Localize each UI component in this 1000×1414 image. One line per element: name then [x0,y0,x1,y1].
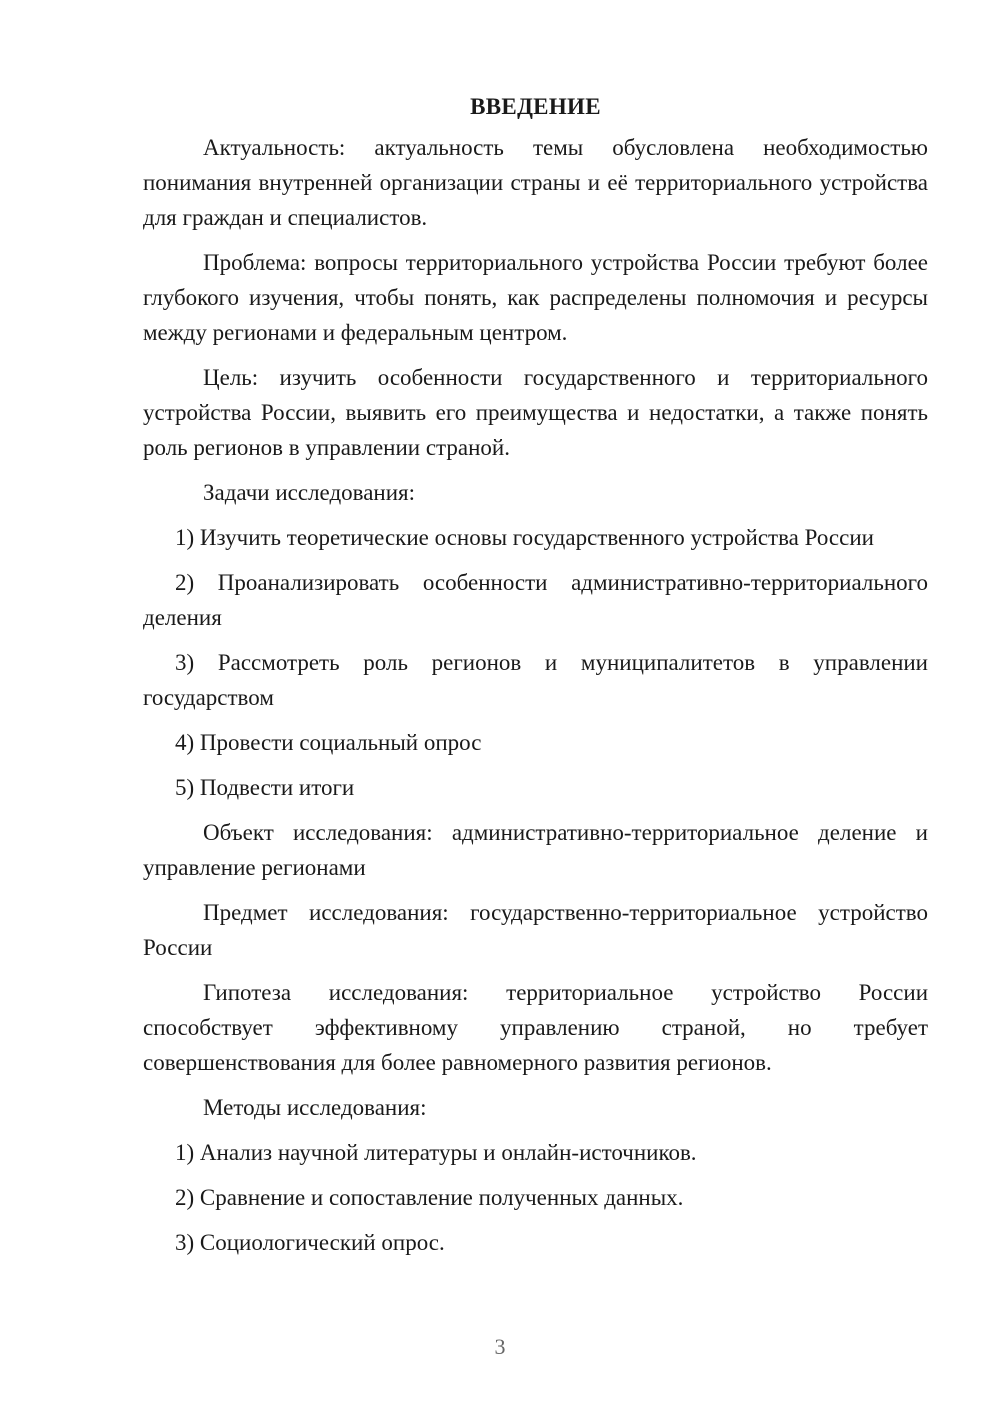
subject-paragraph: Предмет исследования: государственно-территориальное устройство России [143,900,928,960]
method-item: 3) Социологический опрос. [175,1230,445,1255]
hypothesis-paragraph: Гипотеза исследования: территориальное устройство России способствует эффективному управлению страной, но требует совершенствования для более равномерного развития регионов. [143,980,928,1075]
relevance-paragraph: Актуальность: актуальность темы обусловлена необходимостью понимания внутренней организации страны и её территориального устройства для граждан и специалистов. [143,135,928,230]
object-paragraph: Объект исследования: административно-территориальное деление и управление регионами [143,820,928,880]
task-item: 3) Рассмотреть роль регионов и муниципалитетов в управлении государством [143,650,928,710]
tasks-title: Задачи исследования: [203,480,416,505]
methods-title: Методы исследования: [203,1095,427,1120]
document-body [143,94,928,1270]
method-item: 1) Анализ научной литературы и онлайн-источников. [175,1140,697,1165]
task-item: 2) Проанализировать особенности административно-территориального деления [143,570,928,630]
task-item: 1) Изучить теоретические основы государственного устройства России [175,525,874,550]
problem-paragraph: Проблема: вопросы территориального устройства России требуют более глубокого изучения, чтобы понять, как распределены полномочия и ресурсы между регионами и федеральным центром. [143,250,928,345]
page-number: 3 [494,1334,506,1359]
section-heading: ВВЕДЕНИЕ [470,94,601,119]
method-item: 2) Сравнение и сопоставление полученных данных. [175,1185,684,1210]
task-item: 5) Подвести итоги [175,775,355,800]
goal-paragraph: Цель: изучить особенности государственного и территориального устройства России, выявить его преимущества и недостатки, а также понять роль регионов в управлении страной. [143,365,928,460]
task-item: 4) Провести социальный опрос [175,730,482,755]
